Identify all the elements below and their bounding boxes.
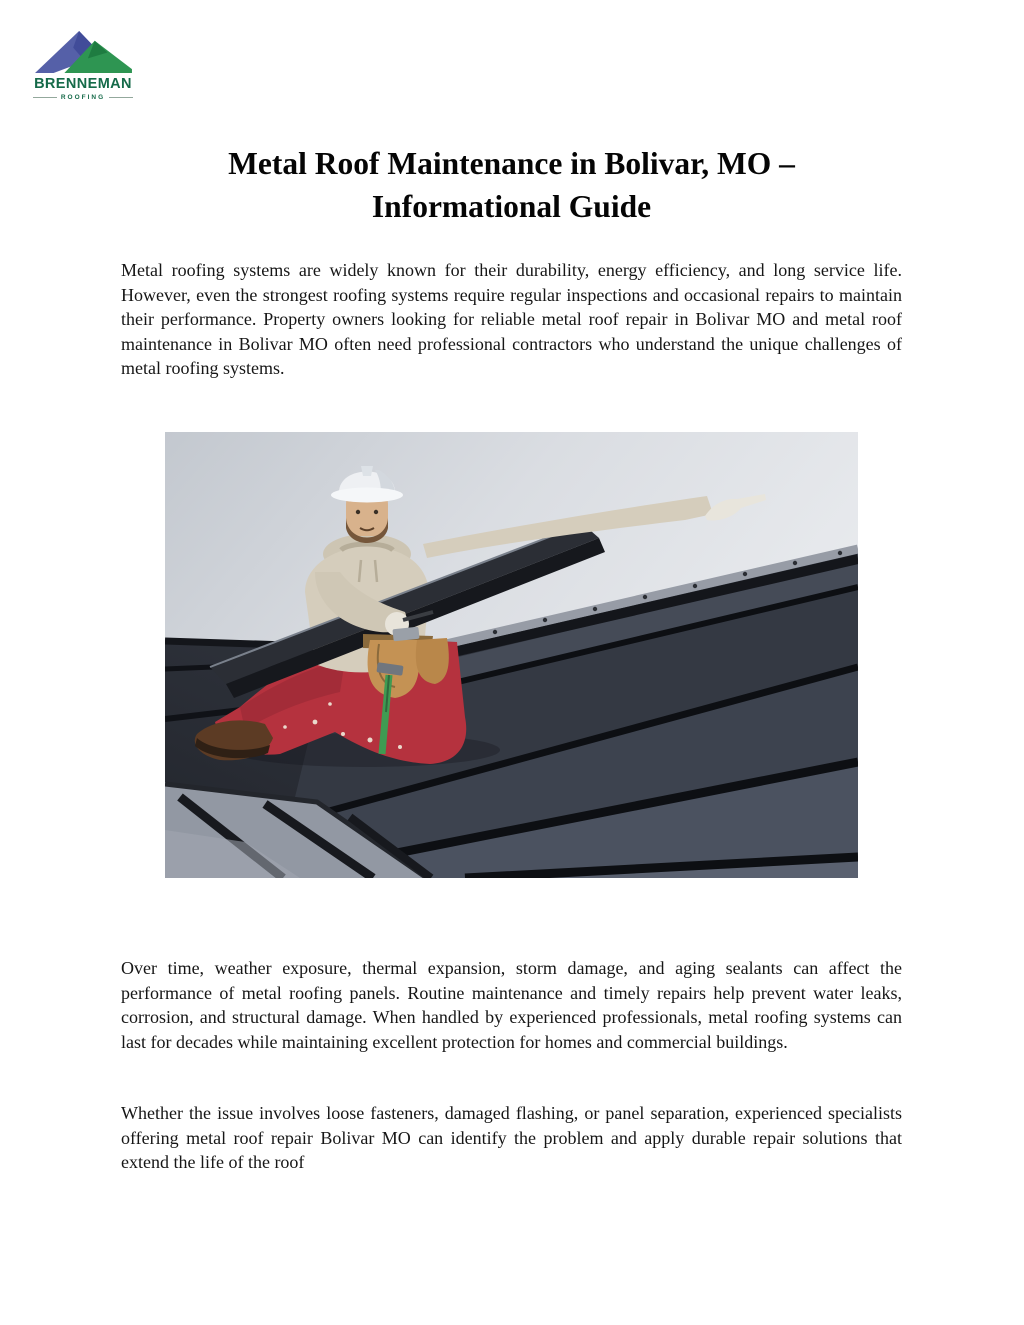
logo-mountain-icon — [27, 28, 139, 75]
logo-brand-text: BRENNEMAN — [34, 76, 132, 92]
page-title — [121, 142, 902, 228]
intro-paragraph: Metal roofing systems are widely known for their durability, energy efficiency, and long service life. However, even the strongest roofing systems require regular inspections and occasional repairs to maintain their performance. Property owners looking for reliable metal roof repair in Bolivar MO and metal roof maintenance in Bolivar MO often need professional contractors who understand the unique challenges of metal roofing systems. — [121, 260, 902, 379]
logo-tagline: ROOFING — [60, 94, 106, 101]
maintenance-paragraph: Over time, weather exposure, thermal expansion, storm damage, and aging sealants can affect the performance of metal roofing panels. Routine maintenance and timely repairs help prevent water leaks, corrosion, and structural damage. When handled by experienced professionals, metal roofing systems can last for decades while maintaining excellent protection for homes and commercial buildings. — [121, 958, 902, 1052]
repair-paragraph: Whether the issue involves loose fasteners, damaged flashing, or panel separation, experienced specialists offering metal roof repair Bolivar MO can identify the problem and apply durable repair solutions that extend the life of the roof — [121, 1103, 902, 1173]
roofer-photo-illustration — [165, 432, 858, 878]
logo-tagline-row — [27, 94, 139, 101]
page-title-line-1: Metal Roof Maintenance in Bolivar, MO – — [228, 146, 795, 181]
tagline-rule-right — [109, 97, 133, 98]
tagline-rule-left — [33, 97, 57, 98]
roofer-photo — [165, 432, 858, 878]
brenneman-logo — [27, 28, 139, 101]
page-title-line-2: Informational Guide — [371, 189, 652, 224]
